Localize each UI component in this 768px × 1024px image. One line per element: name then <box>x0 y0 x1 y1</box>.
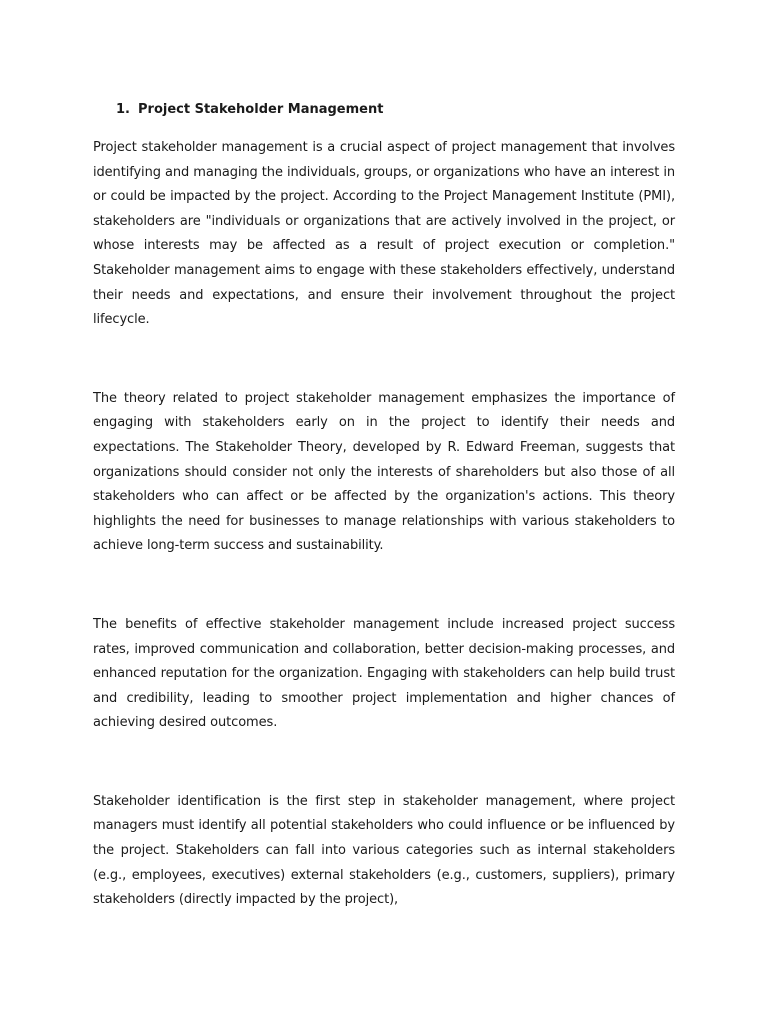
document-page <box>93 100 675 913</box>
section-number: 1. <box>116 102 130 117</box>
section-heading <box>93 100 675 120</box>
paragraph-benefits: The benefits of effective stakeholder management include increased project success rates, improved communication and collaboration, better decision-making processes, and enhanced reputation for the organization. Engaging with stakeholders can help build trust and credibility, leading to smoother project implementation and higher chances of achieving desired outcomes. <box>93 616 675 731</box>
paragraph-intro: Project stakeholder management is a crucial aspect of project management that involves identifying and managing the individuals, groups, or organizations who have an interest in or could be impacted by the project. According to the Project Management Institute (PMI), stakeholders are "individuals or organizations that are actively involved in the project, or whose interests may be affected as a result of project execution or completion." Stakeholder management aims to engage with these stakeholders effectively, understand their needs and expectations, and ensure their involvement throughout the project lifecycle. <box>93 140 675 328</box>
section-title: Project Stakeholder Management <box>138 102 384 117</box>
paragraph-theory: The theory related to project stakeholder management emphasizes the importance of engaging with stakeholders early on in the project to identify their needs and expectations. The Stakeholder Theory, developed by R. Edward Freeman, suggests that organizations should consider not only the interests of shareholders but also those of all stakeholders who can affect or be affected by the organization's actions. This theory highlights the need for businesses to manage relationships with various stakeholders to achieve long-term success and sustainability. <box>93 390 675 554</box>
paragraph-identification: Stakeholder identification is the first step in stakeholder management, where project managers must identify all potential stakeholders who could influence or be influenced by the project. Stakeholders can fall into various categories such as internal stakeholders (e.g., employees, executives) external stakeholders (e.g., customers, suppliers), primary stakeholders (directly impacted by the project), <box>93 793 675 908</box>
